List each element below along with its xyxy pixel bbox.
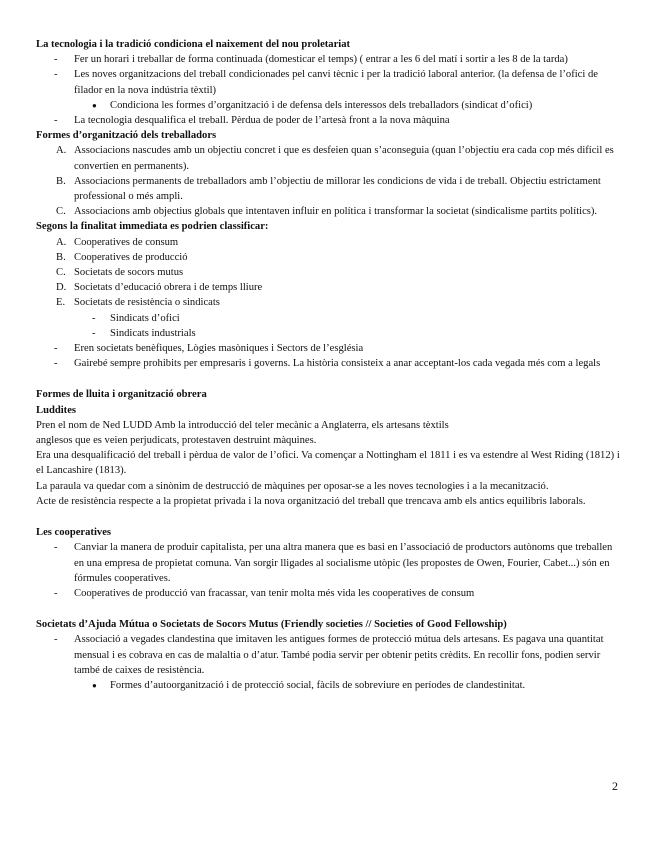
page-number: 2 — [612, 779, 618, 793]
list-marker: - — [54, 115, 58, 127]
list-item-text: Sindicats industrials — [110, 327, 196, 339]
list-marker: C. — [56, 206, 66, 218]
spacer — [36, 371, 620, 387]
list-marker: C. — [56, 267, 66, 279]
list-item — [36, 540, 620, 586]
section-heading: Formes de lluita i organització obrera — [36, 389, 207, 401]
list-item-text: La tecnologia desqualifica el treball. Pèrdua de poder de l’artesà front a la nova màquina — [74, 115, 450, 127]
paragraph: anglesos que es veien perjudicats, protestaven destruint màquines. — [36, 435, 317, 447]
paragraph: Pren el nom de Ned LUDD Amb la introducció del teler mecànic a Anglaterra, els artesans tèxtils — [36, 419, 449, 431]
list-item-text: Societats de socors mutus — [74, 267, 184, 279]
list-marker: - — [54, 69, 58, 81]
list-item-text: Associacions nascudes amb un objectiu concret i que es desfeien quan s’aconseguia (quan l’objectiu era cada cop més difícil es convertien en permanents). — [74, 145, 614, 172]
sub-heading: Luddites — [36, 404, 77, 416]
list-item-text: Societats de resistència o sindicats — [74, 297, 220, 309]
list-marker: - — [92, 327, 96, 339]
list-item-text: Canviar la manera de produir capitalista, per una altra manera que es basi en l’associació de productors autònoms que treballen en una empresa de propietat comuna. Van sorgir lligades al socialisme utòpic (les propostes de Owen, Fourier, Cabet...) són en fórmules cooperatives. — [74, 542, 613, 584]
section-heading: Formes d’organització dels treballadors — [36, 130, 217, 142]
spacer — [36, 601, 620, 617]
list-item — [36, 174, 620, 204]
list-item-text: Les noves organitzacions del treball condicionades pel canvi tècnic i per la tradició laboral anterior. (la defensa de l’ofici de filador en la nova indústria tèxtil) — [74, 69, 598, 96]
list-item-text: Gairebé sempre prohibits per empresaris i governs. La història consisteix a anar acceptant-los cada vegada més com a legals — [74, 358, 601, 370]
list-item-text: Cooperatives de producció — [74, 251, 188, 263]
bullet-icon: ● — [92, 100, 97, 110]
list-marker: - — [92, 312, 96, 324]
list-item-text: Cooperatives de producció van fracassar, van tenir molta més vida les cooperatives de consum — [74, 587, 475, 599]
list-item — [36, 67, 620, 97]
list-marker: - — [54, 54, 58, 66]
list-item — [36, 113, 620, 128]
list-marker: - — [54, 587, 58, 599]
list-item-text: Associacions amb objectius globals que intentaven influir en política i transformar la societat (sindicalisme partits polítics). — [74, 206, 598, 218]
list-item — [36, 632, 620, 678]
list-item — [36, 280, 620, 295]
list-item — [36, 143, 620, 173]
section-heading: La tecnologia i la tradició condiciona el naixement del nou proletariat — [36, 39, 351, 50]
section-heading: Segons la finalitat immediata es podrien classificar: — [36, 221, 269, 233]
list-item — [36, 341, 620, 356]
list-marker: - — [54, 542, 58, 554]
list-marker: D. — [56, 282, 67, 294]
list-item-text: Societats d’educació obrera i de temps lliure — [74, 282, 263, 294]
bullet-icon: ● — [92, 680, 97, 690]
list-marker: E. — [56, 297, 66, 309]
list-item — [36, 586, 620, 601]
list-item — [36, 235, 620, 250]
list-marker: - — [54, 634, 58, 646]
list-marker: A. — [56, 145, 67, 157]
list-item-text: Sindicats d’ofici — [110, 312, 180, 324]
list-marker: B. — [56, 251, 66, 263]
list-item-text: Fer un horari i treballar de forma continuada (domesticar el temps) ( entrar a les 6 del matí i sortir a les 8 de la tarda) — [74, 54, 568, 66]
list-marker: B. — [56, 175, 66, 187]
list-item — [36, 250, 620, 265]
list-marker: - — [54, 343, 58, 355]
page-content — [36, 37, 620, 693]
sub-list-item — [36, 311, 620, 326]
paragraph: Era una desqualificació del treball i pèrdua de valor de l’ofici. Va començar a Nottingham el 1811 i es va estendre al West Riding (1812) i el Lancashire (1813). — [36, 450, 620, 477]
list-item-text: Condiciona les formes d’organització i de defensa dels interessos dels treballadors (sindicat d’ofici) — [110, 99, 533, 111]
list-item — [36, 295, 620, 310]
list-item — [36, 204, 620, 219]
list-item-text: Associació a vegades clandestina que imitaven les antigues formes de protecció mútua dels artesans. Es pagava una quantitat mensual i es cobrava en cas de malaltia o d’atur. També podia servir per obtenir petits crèdits. En recollir fons, podien servir també de caixes de resistència. — [74, 634, 604, 676]
list-marker: - — [54, 358, 58, 370]
spacer — [36, 509, 620, 525]
list-item — [36, 52, 620, 67]
list-item-text: Eren societats benèfiques, Lògies masòniques i Sectors de l’església — [74, 343, 364, 355]
list-item-text: Formes d’autoorganització i de protecció social, fàcils de sobreviure en períodes de clandestinitat. — [110, 679, 526, 691]
list-item-text: Associacions permanents de treballadors amb l’objectiu de millorar les condicions de vida i de treball. Objectiu estrictament professional o més ampli. — [74, 175, 601, 203]
list-item-text: Cooperatives de consum — [74, 236, 179, 248]
list-marker: A. — [56, 236, 67, 248]
list-item — [36, 356, 620, 371]
list-item — [36, 265, 620, 280]
list-item — [36, 678, 620, 693]
paragraph: La paraula va quedar com a sinònim de destrucció de màquines per oposar-se a les noves tecnologies i a la mecanització. — [36, 480, 549, 492]
paragraph: Acte de resistència respecte a la propietat privada i la nova organització del treball que trencava amb els antics equilibris laborals. — [36, 495, 586, 507]
sub-list-item — [36, 326, 620, 341]
list-item — [36, 98, 620, 113]
section-heading: Les cooperatives — [36, 527, 112, 539]
section-heading: Societats d’Ajuda Mútua o Societats de Socors Mutus (Friendly societies // Societies of Good Fellowship) — [36, 619, 507, 631]
